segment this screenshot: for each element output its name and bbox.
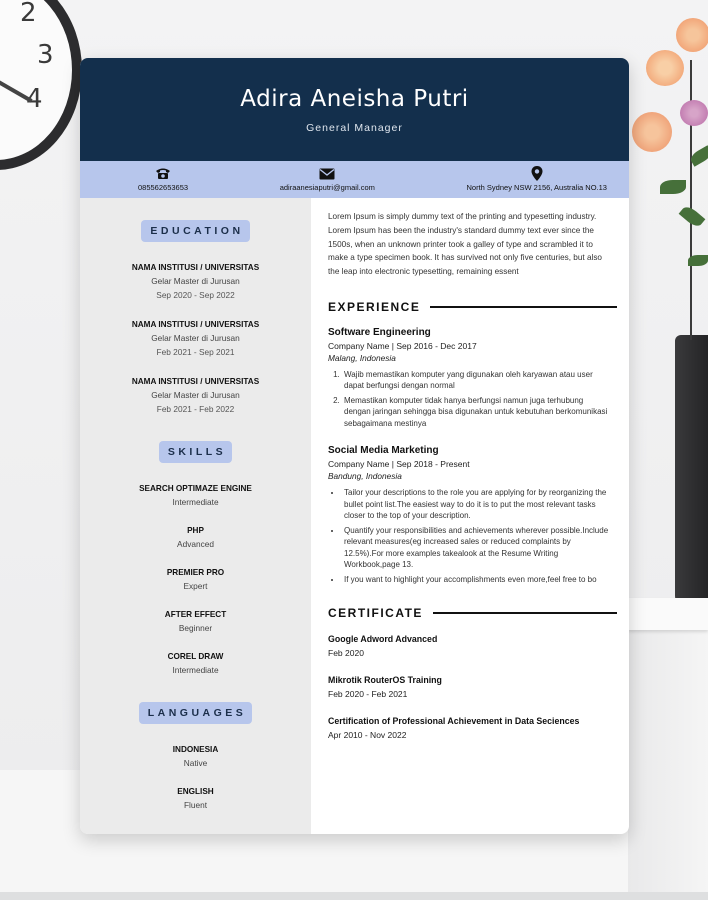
shelf: [628, 598, 708, 630]
contact-bar: [80, 161, 629, 198]
skill-name: PHP: [187, 526, 204, 535]
floor-edge: [0, 892, 708, 900]
resume-body: [80, 198, 629, 834]
resume-header: [80, 58, 629, 161]
education-item: [80, 377, 311, 414]
experience-section-header: [328, 300, 617, 314]
list-item: • If you want to highlight your accomplishments even more,feel free to bo: [342, 574, 612, 586]
shelf-side: [628, 620, 708, 892]
resume-main: [311, 198, 629, 834]
language-name: INDONESIA: [172, 745, 219, 754]
skill-item: [80, 652, 311, 675]
certificate-item: [328, 634, 617, 658]
experience-heading: EXPERIENCE: [328, 299, 421, 314]
skill-item: [80, 568, 311, 591]
skill-name: COREL DRAW: [167, 652, 224, 661]
certificate-item: [328, 675, 617, 699]
vase: [675, 335, 708, 610]
leaf: [688, 255, 708, 266]
skill-level: Expert: [183, 581, 208, 591]
phone-icon: [138, 166, 188, 181]
candidate-name: Adira Aneisha Putri: [240, 86, 469, 112]
certificate-date: Feb 2020: [328, 648, 364, 659]
clock-number: 2: [20, 0, 37, 28]
email-address: adiraanesiaputri@gmail.com: [279, 183, 375, 192]
certificate-title: Mikrotik RouterOS Training: [328, 675, 442, 686]
certificate-title: Certification of Professional Achievement in Data Seciences: [328, 716, 580, 727]
contact-email: [280, 166, 375, 198]
education-dates: Sep 2020 - Sep 2022: [156, 290, 235, 300]
education-dates: Feb 2021 - Sep 2021: [156, 347, 235, 357]
phone-number: 085562653653: [138, 183, 189, 192]
job-title: Social Media Marketing: [328, 445, 439, 457]
list-item: 1. Wajib memastikan komputer yang digunakan oleh karyawan atau user dapat berfungsi dengan normal: [342, 369, 612, 392]
resume-document: [80, 58, 629, 834]
contact-phone: [138, 166, 188, 198]
job-company: Company Name | Sep 2018 - Present: [328, 459, 470, 470]
languages-heading: LANGUAGES: [139, 702, 253, 724]
skills-list: [80, 484, 311, 675]
skill-name: PREMIER PRO: [166, 568, 225, 577]
address: North Sydney NSW 2156, Australia NO.13: [466, 183, 607, 192]
education-heading: EDUCATION: [141, 220, 249, 242]
skill-name: SEARCH OPTIMAZE ENGINE: [139, 484, 252, 493]
education-degree: Gelar Master di Jurusan: [151, 390, 240, 400]
job-entry: [328, 445, 617, 585]
skill-item: [80, 526, 311, 549]
certificate-title: Google Adword Advanced: [328, 634, 438, 645]
language-level: Fluent: [183, 800, 208, 810]
skill-item: [80, 610, 311, 633]
contact-address: [467, 166, 607, 198]
resume-sidebar: [80, 198, 311, 834]
job-location: Malang, Indonesia: [328, 352, 396, 363]
education-institution: NAMA INSTITUSI / UNIVERSITAS: [131, 263, 260, 272]
education-dates: Feb 2021 - Feb 2022: [156, 404, 235, 414]
education-item: [80, 263, 311, 300]
certificate-date: Apr 2010 - Nov 2022: [328, 730, 407, 741]
job-company: Company Name | Sep 2016 - Dec 2017: [328, 340, 477, 351]
leaf: [660, 180, 686, 194]
education-list: [80, 263, 311, 414]
skill-level: Intermediate: [172, 665, 219, 675]
location-pin-icon: [467, 166, 607, 181]
language-item: [80, 745, 311, 768]
job-title: Software Engineering: [328, 326, 431, 338]
certificate-list: [328, 634, 617, 740]
flower: [680, 100, 708, 126]
job-duties: [328, 369, 612, 430]
flower: [646, 50, 684, 86]
divider: [430, 306, 617, 308]
job-location: Bandung, Indonesia: [328, 471, 402, 482]
language-name: ENGLISH: [177, 787, 214, 796]
certificate-heading: CERTIFICATE: [328, 606, 423, 621]
language-item: [80, 787, 311, 810]
languages-list: [80, 745, 311, 810]
skill-name: AFTER EFFECT: [164, 610, 227, 619]
clock-number: 3: [37, 40, 54, 70]
education-institution: NAMA INSTITUSI / UNIVERSITAS: [131, 320, 260, 329]
education-degree: Gelar Master di Jurusan: [151, 276, 240, 286]
job-entry: [328, 327, 617, 430]
skill-level: Beginner: [178, 623, 213, 633]
skill-level: Advanced: [177, 539, 214, 549]
language-level: Native: [183, 758, 208, 768]
certificate-section-header: [328, 606, 617, 620]
list-item: 2. Memastikan komputer tidak hanya berfungsi namun juga terhubung dengan jaringan sehingga bisa digunakan untuk kebutuhan berkomunikasi sebagaimana mestinya: [342, 395, 612, 430]
education-item: [80, 320, 311, 357]
certificate-date: Feb 2020 - Feb 2021: [328, 689, 408, 700]
education-institution: NAMA INSTITUSI / UNIVERSITAS: [131, 377, 260, 386]
skill-level: Intermediate: [172, 497, 219, 507]
list-item: • Quantify your responsibilities and achievements wherever possible.Include relevant measures(eg increased sales or reduced complaints by 12.5%).For more examples takealook at the Resume Writing Workbook,page 13.: [342, 525, 612, 571]
job-duties: [328, 487, 612, 585]
about-paragraph: Lorem Ipsum is simply dummy text of the printing and typesetting industry. Lorem Ipsum has been the industry's standard dummy text ever since the 1500s, when an unknown printer took a galley of type and scrambled it to make a type specimen book. It has survived not only five centuries, but also the leap into electronic typesetting, remaining essent: [328, 212, 602, 277]
education-degree: Gelar Master di Jurusan: [151, 333, 240, 343]
envelope-icon: [280, 166, 375, 181]
candidate-role: General Manager: [306, 122, 403, 134]
flower: [632, 112, 672, 152]
flower: [676, 18, 708, 52]
skill-item: [80, 484, 311, 507]
skills-heading: SKILLS: [159, 441, 232, 463]
list-item: • Tailor your descriptions to the role you are applying for by reorganizing the bullet point list.The easiest way to do it is to put the most relevant tasks closer to the top of your description.: [342, 487, 612, 522]
clock-number: 4: [26, 84, 43, 114]
divider: [433, 612, 617, 614]
certificate-item: [328, 716, 617, 740]
